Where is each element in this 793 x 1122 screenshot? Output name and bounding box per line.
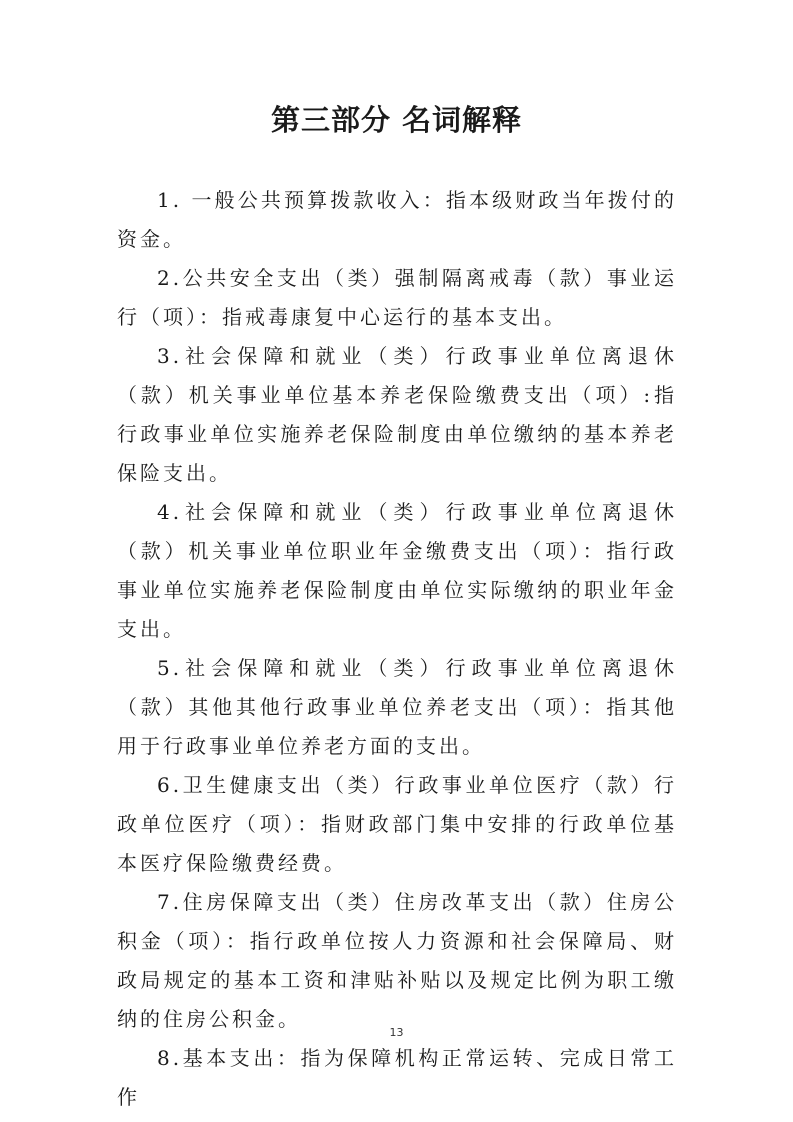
term-paragraph-6: 6.卫生健康支出（类）行政事业单位医疗（款）行政单位医疗（项）：指财政部门集中安排的行政单位基本医疗保险缴费经费。 xyxy=(117,773,677,875)
term-paragraph-2: 2.公共安全支出（类）强制隔离戒毒（款）事业运行（项）：指戒毒康复中心运行的基本支出。 xyxy=(117,266,677,329)
term-paragraph-5: 5.社会保障和就业（类）行政事业单位离退休（款）其他其他行政事业单位养老支出（项）：指其他用于行政事业单位养老方面的支出。 xyxy=(117,656,677,758)
term-paragraph-4: 4.社会保障和就业（类）行政事业单位离退休（款）机关事业单位职业年金缴费支出（项）：指行政事业单位实施养老保险制度由单位实际缴纳的职业年金支出。 xyxy=(117,500,677,641)
term-paragraph-1: 1. 一般公共预算拨款收入：指本级财政当年拨付的资金。 xyxy=(117,188,677,251)
page-number: 13 xyxy=(389,1026,404,1039)
page-title: 第三部分 名词解释 xyxy=(270,103,523,137)
term-paragraph-3: 3.社会保障和就业（类）行政事业单位离退休（款）机关事业单位基本养老保险缴费支出（项）:指行政事业单位实施养老保险制度由单位缴纳的基本养老保险支出。 xyxy=(117,344,677,485)
glossary-terms xyxy=(117,181,677,1117)
term-paragraph-8: 8.基本支出：指为保障机构正常运转、完成日常工作 xyxy=(117,1046,677,1109)
term-paragraph-7: 7.住房保障支出（类）住房改革支出（款）住房公积金（项）：指行政单位按人力资源和社会保障局、财政局规定的基本工资和津贴补贴以及规定比例为职工缴纳的住房公积金。 xyxy=(117,890,677,1031)
